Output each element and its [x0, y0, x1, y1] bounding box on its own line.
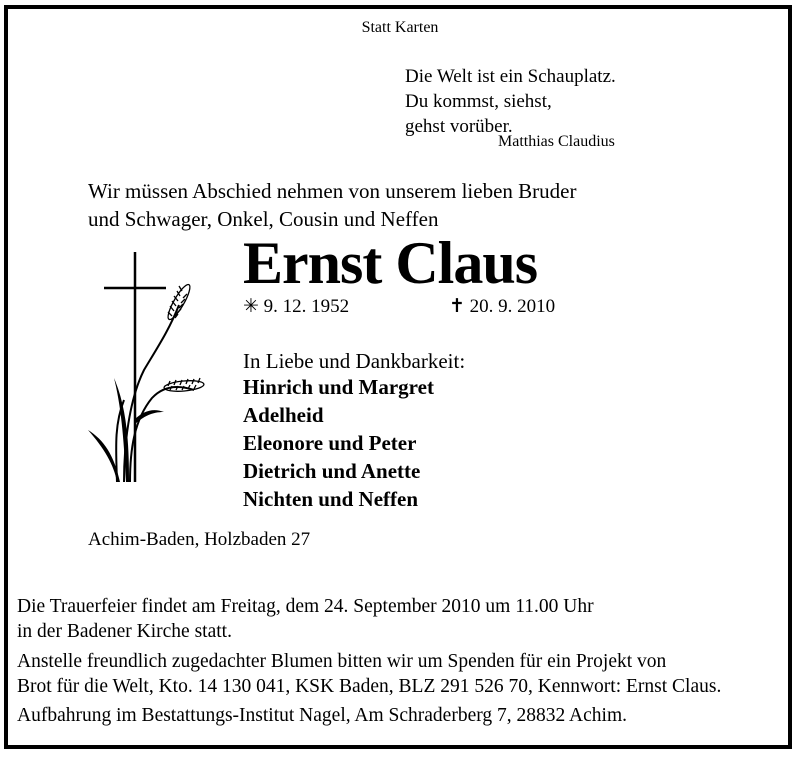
mourner-name: Adelheid: [243, 403, 324, 427]
funeral-notice-line: Die Trauerfeier findet am Freitag, dem 24. September 2010 um 11.00 Uhr: [17, 596, 594, 617]
poem: [405, 64, 616, 139]
intro-line: Wir müssen Abschied nehmen von unserem lieben Bruder: [88, 179, 577, 203]
funeral-notice-line: in der Badener Kirche statt.: [17, 621, 232, 642]
header-text: Statt Karten: [361, 19, 439, 36]
poem-line: Die Welt ist ein Schauplatz.: [405, 66, 616, 87]
family-address: Achim-Baden, Holzbaden 27: [88, 529, 311, 550]
mourner-name: Dietrich und Anette: [243, 459, 421, 483]
poem-author: Matthias Claudius: [498, 133, 615, 150]
viewing-notice: Aufbahrung im Bestattungs-Institut Nagel, Am Schraderberg 7, 28832 Achim.: [17, 705, 628, 726]
intro-line: und Schwager, Onkel, Cousin und Neffen: [88, 207, 439, 231]
donation-notice-line: Anstelle freundlich zugedachter Blumen bitten wir um Spenden für ein Projekt von: [17, 651, 667, 672]
mourners-list: [243, 373, 434, 513]
poem-line: Du kommst, siehst,: [405, 91, 552, 112]
deceased-name: Ernst Claus: [243, 230, 538, 296]
intro-text: [88, 177, 576, 233]
mourner-name: Eleonore und Peter: [243, 431, 417, 455]
donation-notice-line: Brot für die Welt, Kto. 14 130 041, KSK Baden, BLZ 291 526 70, Kennwort: Ernst Claus.: [17, 676, 722, 697]
birth-date: ✳ 9. 12. 1952: [243, 296, 350, 317]
mourner-name: Nichten und Neffen: [243, 487, 419, 511]
cross-with-wheat-icon: [84, 250, 214, 490]
death-date: ✝ 20. 9. 2010: [449, 296, 556, 317]
mourners-heading: In Liebe und Dankbarkeit:: [243, 349, 466, 373]
mourner-name: Hinrich und Margret: [243, 375, 434, 399]
poem-line: gehst vorüber.: [405, 116, 513, 137]
